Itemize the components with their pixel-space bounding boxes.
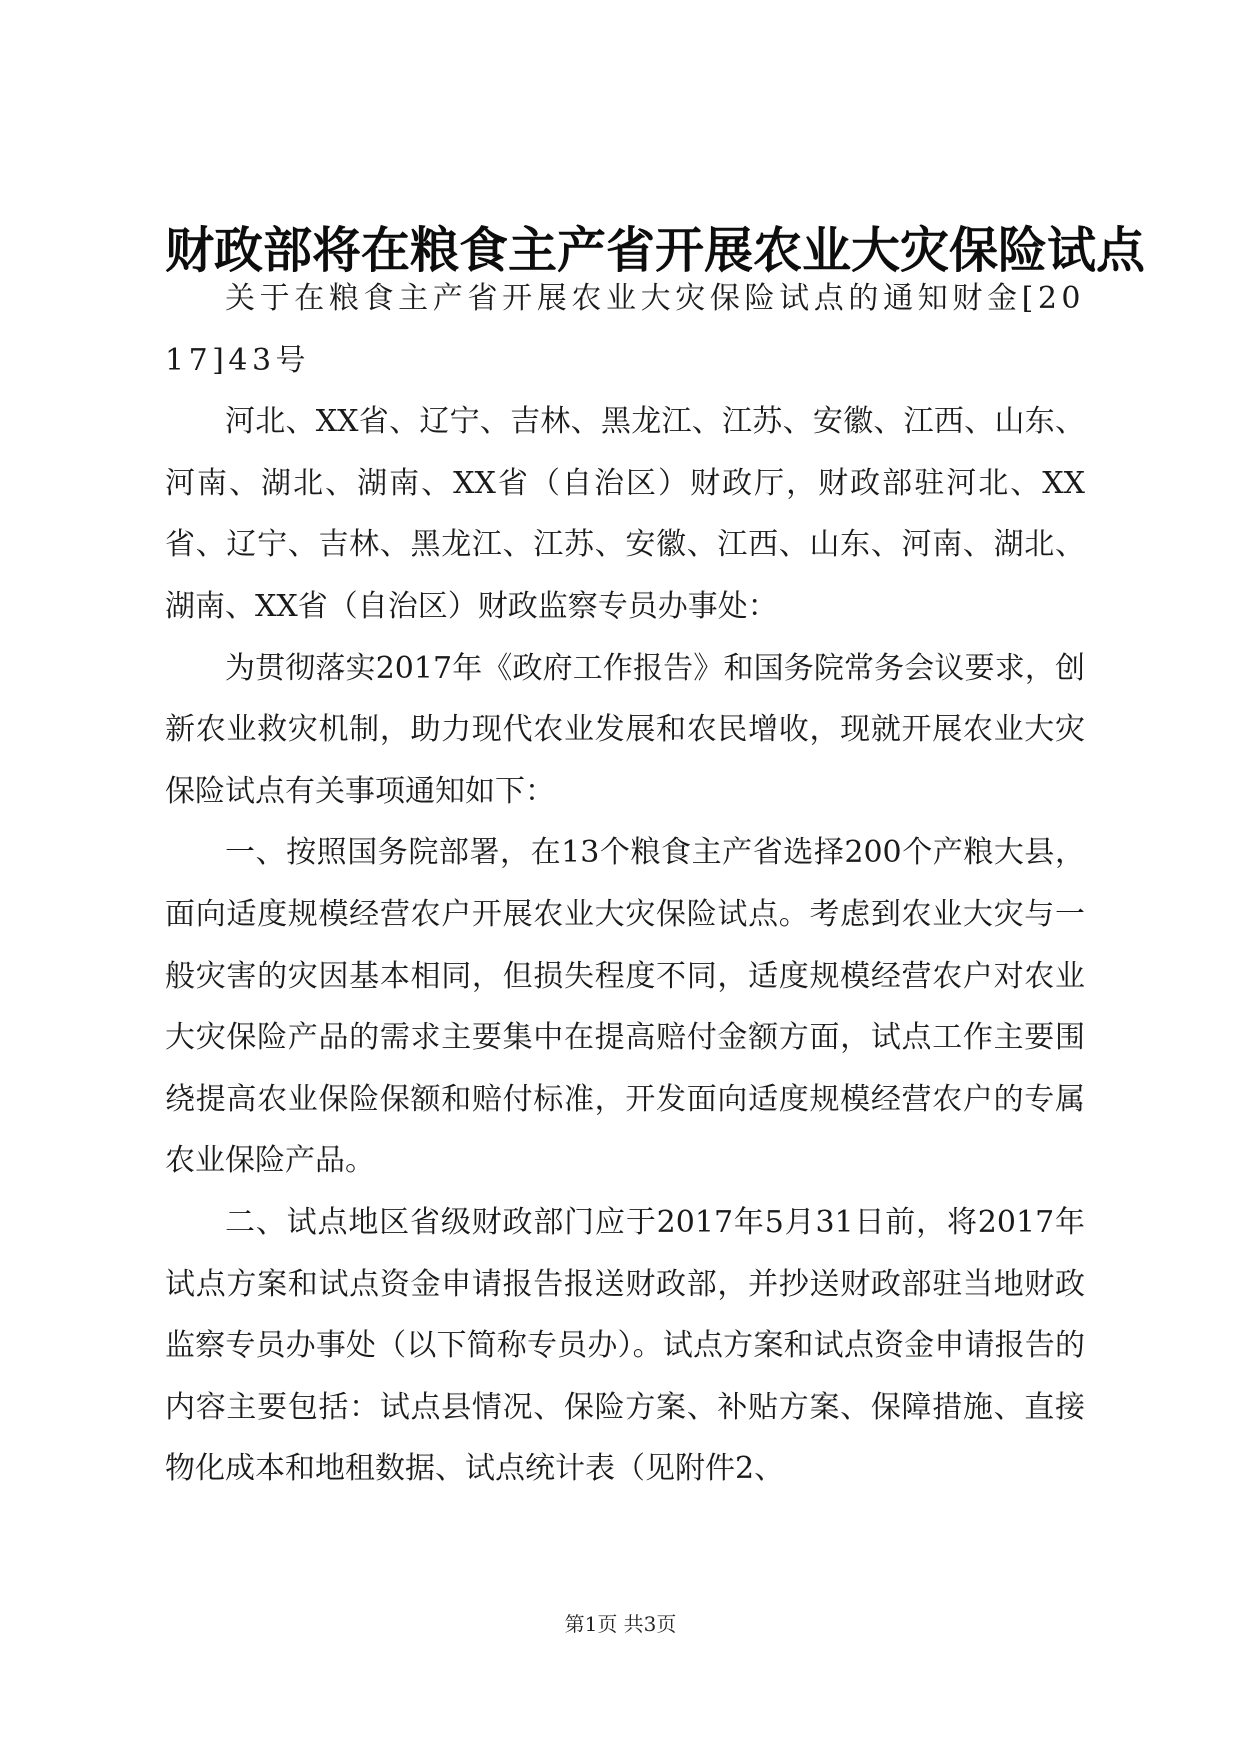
paragraph-item-two: 二、试点地区省级财政部门应于2017年5月31日前，将2017年试点方案和试点资金申请报告报送财政部，并抄送财政部驻当地财政监察专员办事处（以下简称专员办）。试点方案和试点资金申请报告的内容主要包括：试点县情况、保险方案、补贴方案、保障措施、直接物化成本和地租数据、试点统计表（见附件2、 (165, 1204, 1085, 1487)
paragraph-addressees: 河北、XX省、辽宁、吉林、黑龙江、江苏、安徽、江西、山东、河南、湖北、湖南、XX省（自治区）财政厅，财政部驻河北、XX省、辽宁、吉林、黑龙江、江苏、安徽、江西、山东、河南、湖北、湖南、XX省（自治区）财政监察专员办事处： (165, 404, 1085, 624)
document-body (165, 268, 1085, 1500)
paragraph-intro: 为贯彻落实2017年《政府工作报告》和国务院常务会议要求，创新农业救灾机制，助力现代农业发展和农民增收，现就开展农业大灾保险试点有关事项通知如下： (165, 650, 1085, 809)
paragraph-item-one: 一、按照国务院部署，在13个粮食主产省选择200个产粮大县，面向适度规模经营农户开展农业大灾保险试点。考虑到农业大灾与一般灾害的灾因基本相同，但损失程度不同，适度规模经营农户对农业大灾保险产品的需求主要集中在提高赔付金额方面，试点工作主要围绕提高农业保险保额和赔付标准，开发面向适度规模经营农户的专属农业保险产品。 (165, 835, 1085, 1179)
document-title: 财政部将在粮食主产省开展农业大灾保险试点 (165, 221, 1146, 279)
paragraph-notice-title: 关于在粮食主产省开展农业大灾保险试点的通知财金[2017]43号 (165, 281, 1085, 378)
page-number-footer: 第1页 共3页 (564, 1612, 677, 1636)
